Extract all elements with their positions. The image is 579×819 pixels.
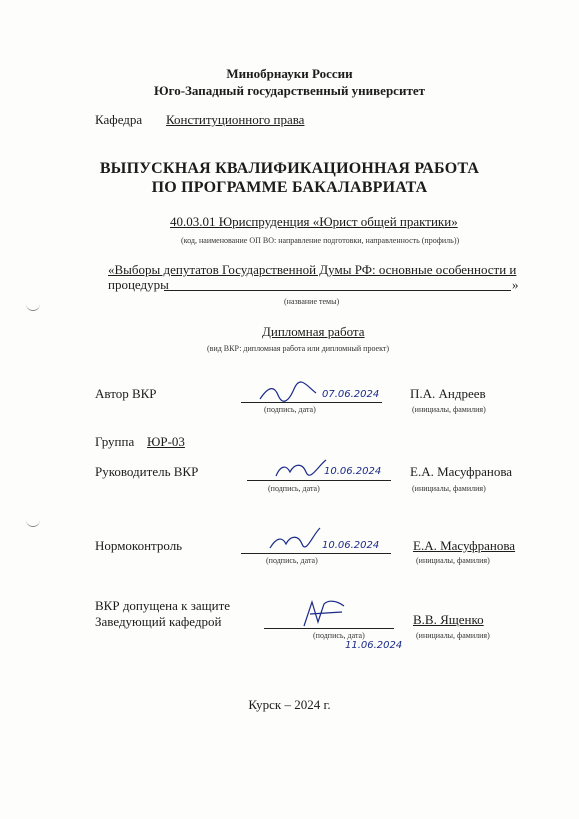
normcontrol-sig-caption: (подпись, дата) [266, 556, 318, 565]
author-label: Автор ВКР [95, 386, 157, 401]
normcontrol-name-caption: (инициалы, фамилия) [416, 556, 490, 565]
normcontrol-name: Е.А. Масуфранова [413, 538, 516, 553]
author-sig-caption: (подпись, дата) [264, 405, 316, 414]
admission-line1: ВКР допущена к защите [95, 598, 231, 613]
normcontrol-signature [268, 526, 324, 554]
group-value: ЮР-03 [147, 434, 185, 449]
topic-underline [164, 290, 511, 291]
punch-hole-bottom [26, 516, 40, 527]
topic-line1: «Выборы депутатов Государственной Думы РФ: основные особенности и [108, 262, 517, 277]
topic-line2-start: процедуры [108, 277, 169, 292]
supervisor-label: Руководитель ВКР [95, 464, 199, 479]
supervisor-signature [272, 456, 330, 482]
supervisor-date: 10.06.2024 [324, 466, 382, 477]
head-name: В.В. Ященко [413, 612, 484, 627]
normcontrol-date: 10.06.2024 [322, 540, 380, 551]
admission-name-caption: (инициалы, фамилия) [416, 631, 490, 640]
document-title-line1: ВЫПУСКНАЯ КВАЛИФИКАЦИОННАЯ РАБОТА [99, 160, 480, 177]
author-name-caption: (инициалы, фамилия) [412, 405, 486, 414]
author-date: 07.06.2024 [322, 389, 380, 400]
supervisor-sig-caption: (подпись, дата) [268, 484, 320, 493]
department-value: Конституционного права [166, 112, 305, 127]
program-caption: (код, наименование ОП ВО: направление подготовки, направленность (профиль)) [181, 236, 460, 245]
group-label: Группа [95, 434, 135, 449]
author-signature [258, 383, 318, 405]
admission-date: 11.06.2024 [345, 640, 403, 651]
ministry-heading: Минобрнауки России [226, 66, 353, 81]
admission-line2: Заведующий кафедрой [95, 614, 222, 629]
department-label: Кафедра [95, 112, 143, 127]
program-value: 40.03.01 Юриспруденция «Юрист общей практики» [170, 214, 458, 229]
supervisor-name: Е.А. Масуфранова [410, 464, 513, 479]
work-type-value: Дипломная работа [262, 324, 365, 339]
punch-hole-top [26, 300, 40, 311]
supervisor-name-caption: (инициалы, фамилия) [412, 484, 486, 493]
work-type-caption: (вид ВКР: дипломная работа или дипломный проект) [207, 344, 390, 353]
topic-caption: (название темы) [284, 297, 340, 306]
topic-line2-end: » [512, 277, 519, 292]
head-signature [298, 596, 348, 632]
normcontrol-label: Нормоконтроль [95, 538, 183, 553]
city-year: Курск – 2024 г. [248, 697, 331, 712]
author-name: П.А. Андреев [410, 386, 486, 401]
document-title-line2: ПО ПРОГРАММЕ БАКАЛАВРИАТА [151, 179, 428, 196]
university-heading: Юго-Западный государственный университет [154, 83, 425, 98]
admission-sig-caption: (подпись, дата) [313, 631, 365, 640]
